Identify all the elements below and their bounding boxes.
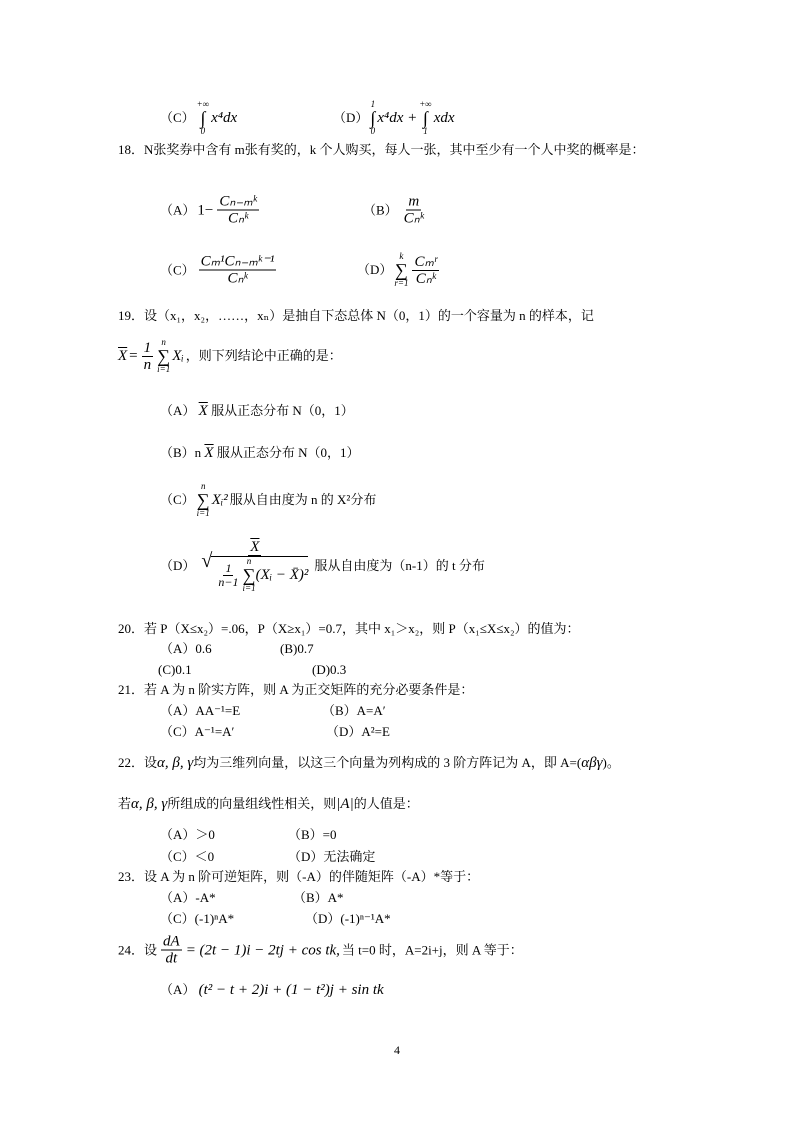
denominator: Cₙᵏ (415, 270, 436, 287)
q18-option-b (363, 194, 428, 227)
numerator: Cₘ¹Cₙ₋ₘᵏ⁻¹ (200, 253, 275, 270)
condition-text: 所组成的向量组线性相关，则 (167, 796, 337, 811)
denominator: Cₙᵏ (227, 270, 248, 287)
determinant: |A| (336, 796, 354, 812)
numerator: m (408, 193, 420, 210)
q22-option-d: （D）无法确定 (288, 849, 376, 864)
condition-text: 的人值是： (353, 796, 419, 811)
option-text: 服从正态分布 N（0，1） (211, 403, 354, 418)
numerator: √ 1 (225, 560, 232, 575)
lower-limit: 0 (200, 126, 206, 136)
q21-option-c: （C）A⁻¹=A′ (160, 724, 235, 739)
lower-limit: i=1 (157, 364, 171, 374)
fraction (199, 539, 310, 593)
denominator: n−1 (218, 574, 239, 589)
fraction (402, 194, 426, 227)
derivative (161, 934, 182, 967)
q20-option-a: （A）0.6 (160, 641, 212, 656)
q22-option-a: （A）＞0 (160, 827, 215, 842)
inner-fraction (216, 562, 240, 589)
q21-option-a: （A）AA⁻¹=E (160, 703, 241, 718)
option-label: （B） (363, 202, 398, 217)
numerator: $\overline{X}$ (250, 539, 260, 555)
question-text: )。 (602, 755, 620, 770)
q17-option-c (160, 100, 237, 136)
lower-limit: i=1 (196, 508, 210, 518)
q19-mean-definition (118, 338, 342, 374)
fraction (217, 194, 258, 227)
q20-option-c: (C)0.1 (158, 662, 192, 677)
numerator: 1 (143, 339, 152, 356)
q17-option-d (333, 100, 455, 136)
option-label: （C） (160, 110, 195, 125)
matrix-columns: αβγ (581, 755, 603, 771)
q21-option-b: （B）A=A′ (322, 703, 386, 718)
vectors: α, β, γ (131, 796, 168, 812)
summation: n ∑ i=1 (157, 337, 171, 374)
q24-question (118, 934, 523, 967)
q22-question (118, 755, 620, 771)
question-text: 当 t=0 时，A=2i+j，则 A 等于： (341, 942, 523, 957)
q23-question: 23．设 A 为 n 阶可逆矩阵，则（-A）的伴随矩阵（-A）*等于： (118, 869, 480, 884)
integrand: xdx (433, 110, 455, 126)
upper-limit: 1 (370, 99, 376, 109)
summand: Xᵢ (172, 348, 184, 364)
q19-option-a (160, 403, 354, 419)
upper-limit: n (246, 556, 252, 566)
option-text: 服从正态分布 N（0，1） (216, 445, 360, 460)
integral: 1 ∫ 0 (370, 99, 376, 136)
upper-limit: +∞ (196, 99, 210, 109)
option-label: （A） (160, 982, 196, 997)
q21-question: 21．若 A 为 n 阶实方阵，则 A 为正交矩阵的充分必要条件是： (118, 682, 474, 697)
formula-prefix: 1− (197, 202, 214, 218)
numerator: Cₘʳ (414, 253, 438, 270)
q21-option-d: （D）A²=E (326, 724, 390, 739)
question-text: 均为三维列向量，以这三个向量为列构成的 3 阶方阵记为 A，即 A=( (193, 755, 582, 770)
lower-limit: r=1 (394, 278, 409, 288)
question-prefix: 24．设 (118, 942, 158, 957)
lower-limit: i=1 (242, 583, 256, 593)
option-label: （D） (160, 558, 196, 573)
lower-limit: 1 (423, 126, 428, 136)
option-text: 服从自由度为（n-1）的 t 分布 (314, 558, 485, 573)
integral: +∞ ∫ 0 (196, 99, 210, 136)
upper-limit: n (200, 481, 206, 491)
q18-question: 18．N张奖券中含有 m张有奖的，k 个人购买，每人一张，其中至少有一个人中奖的概率是： (118, 142, 645, 157)
denominator: Cₙᵏ (403, 210, 424, 227)
upper-limit: +∞ (419, 99, 432, 109)
lower-limit: 0 (370, 126, 376, 136)
q20-option-b: (B)0.7 (280, 641, 314, 656)
option-label: （D） (357, 262, 393, 277)
option-label: （D） (333, 110, 369, 125)
option-label: （B）n (160, 445, 202, 460)
q19-option-b (160, 445, 359, 461)
upper-limit: k (399, 251, 404, 261)
equals: = (129, 348, 138, 364)
q22-condition (118, 796, 419, 812)
q18-option-d (357, 252, 441, 288)
integrand: x⁴dx + (377, 110, 418, 126)
option-label: （C） (160, 262, 195, 277)
option-label: （A） (160, 403, 196, 418)
sample-mean: $\overline{X}$ (198, 403, 208, 419)
fraction (199, 254, 277, 287)
fraction (142, 340, 154, 373)
q18-option-a (160, 194, 261, 227)
option-label: （A） (160, 202, 196, 217)
q23-option-a: （A）-A* (160, 890, 216, 905)
integrand: x⁴dx (211, 110, 238, 126)
denominator (199, 556, 310, 593)
numerator: Cₙ₋ₘᵏ (219, 193, 257, 210)
option-formula: (t² − t + 2)i + (1 − t²)j + sin tk (198, 982, 384, 998)
q24-option-a (160, 982, 384, 998)
question-text: 22．设 (118, 755, 158, 770)
q23-option-c: （C）(-1)ⁿA* (160, 911, 235, 926)
q22-option-c: （C）＜0 (160, 849, 215, 864)
option-label: （C） (160, 492, 195, 507)
condition-text: 若 (118, 796, 132, 811)
q19-question: 19．设（x₁，x₂，……，xₙ）是抽自下态总体 N（0，1）的一个容量为 n 的样本，记 (118, 308, 594, 323)
vectors: α, β, γ (157, 755, 194, 771)
q19-option-d (160, 539, 485, 593)
page-number: 4 (394, 1043, 400, 1057)
denominator: n (143, 356, 152, 373)
definition-suffix: ，则下列结论中正确的是： (185, 348, 342, 363)
denominator: Cₙᵏ (227, 210, 249, 227)
q19-option-c (160, 482, 376, 518)
q20-option-d: (D)0.3 (312, 662, 347, 677)
integral: +∞ ∫ 1 (419, 99, 432, 136)
summation: k ∑ r=1 (394, 251, 409, 288)
denominator: dt (165, 950, 178, 967)
summand: (Xᵢ − X̄)² (255, 567, 309, 583)
q18-option-c (160, 254, 278, 287)
upper-limit: n (161, 337, 166, 347)
q20-question: 20．若 P（X≤x₂）=.06，P（X≥x₁）=0.7，其中 x₁＞x₂，则 P（x₁≤X≤x₂）的值为： (118, 621, 580, 636)
fraction (412, 254, 439, 287)
sample-mean: $\overline{X}$ (204, 445, 214, 461)
option-text: 服从自由度为 n 的 X²分布 (229, 492, 377, 507)
derivative-expression: = (2t − 1)i − 2tj + cos tk, (185, 942, 340, 958)
summand: Xᵢ² (211, 492, 228, 508)
sample-mean: $\overline{X}$ (118, 348, 128, 364)
summation: n ∑ i=1 (242, 556, 256, 593)
numerator: dA (163, 933, 180, 950)
q23-option-b: （B）A* (293, 890, 344, 905)
q22-option-b: （B）=0 (288, 827, 337, 842)
summation: n ∑ i=1 (196, 481, 210, 518)
square-root (211, 556, 308, 593)
q23-option-d: （D）(-1)ⁿ⁻¹A* (305, 911, 391, 926)
